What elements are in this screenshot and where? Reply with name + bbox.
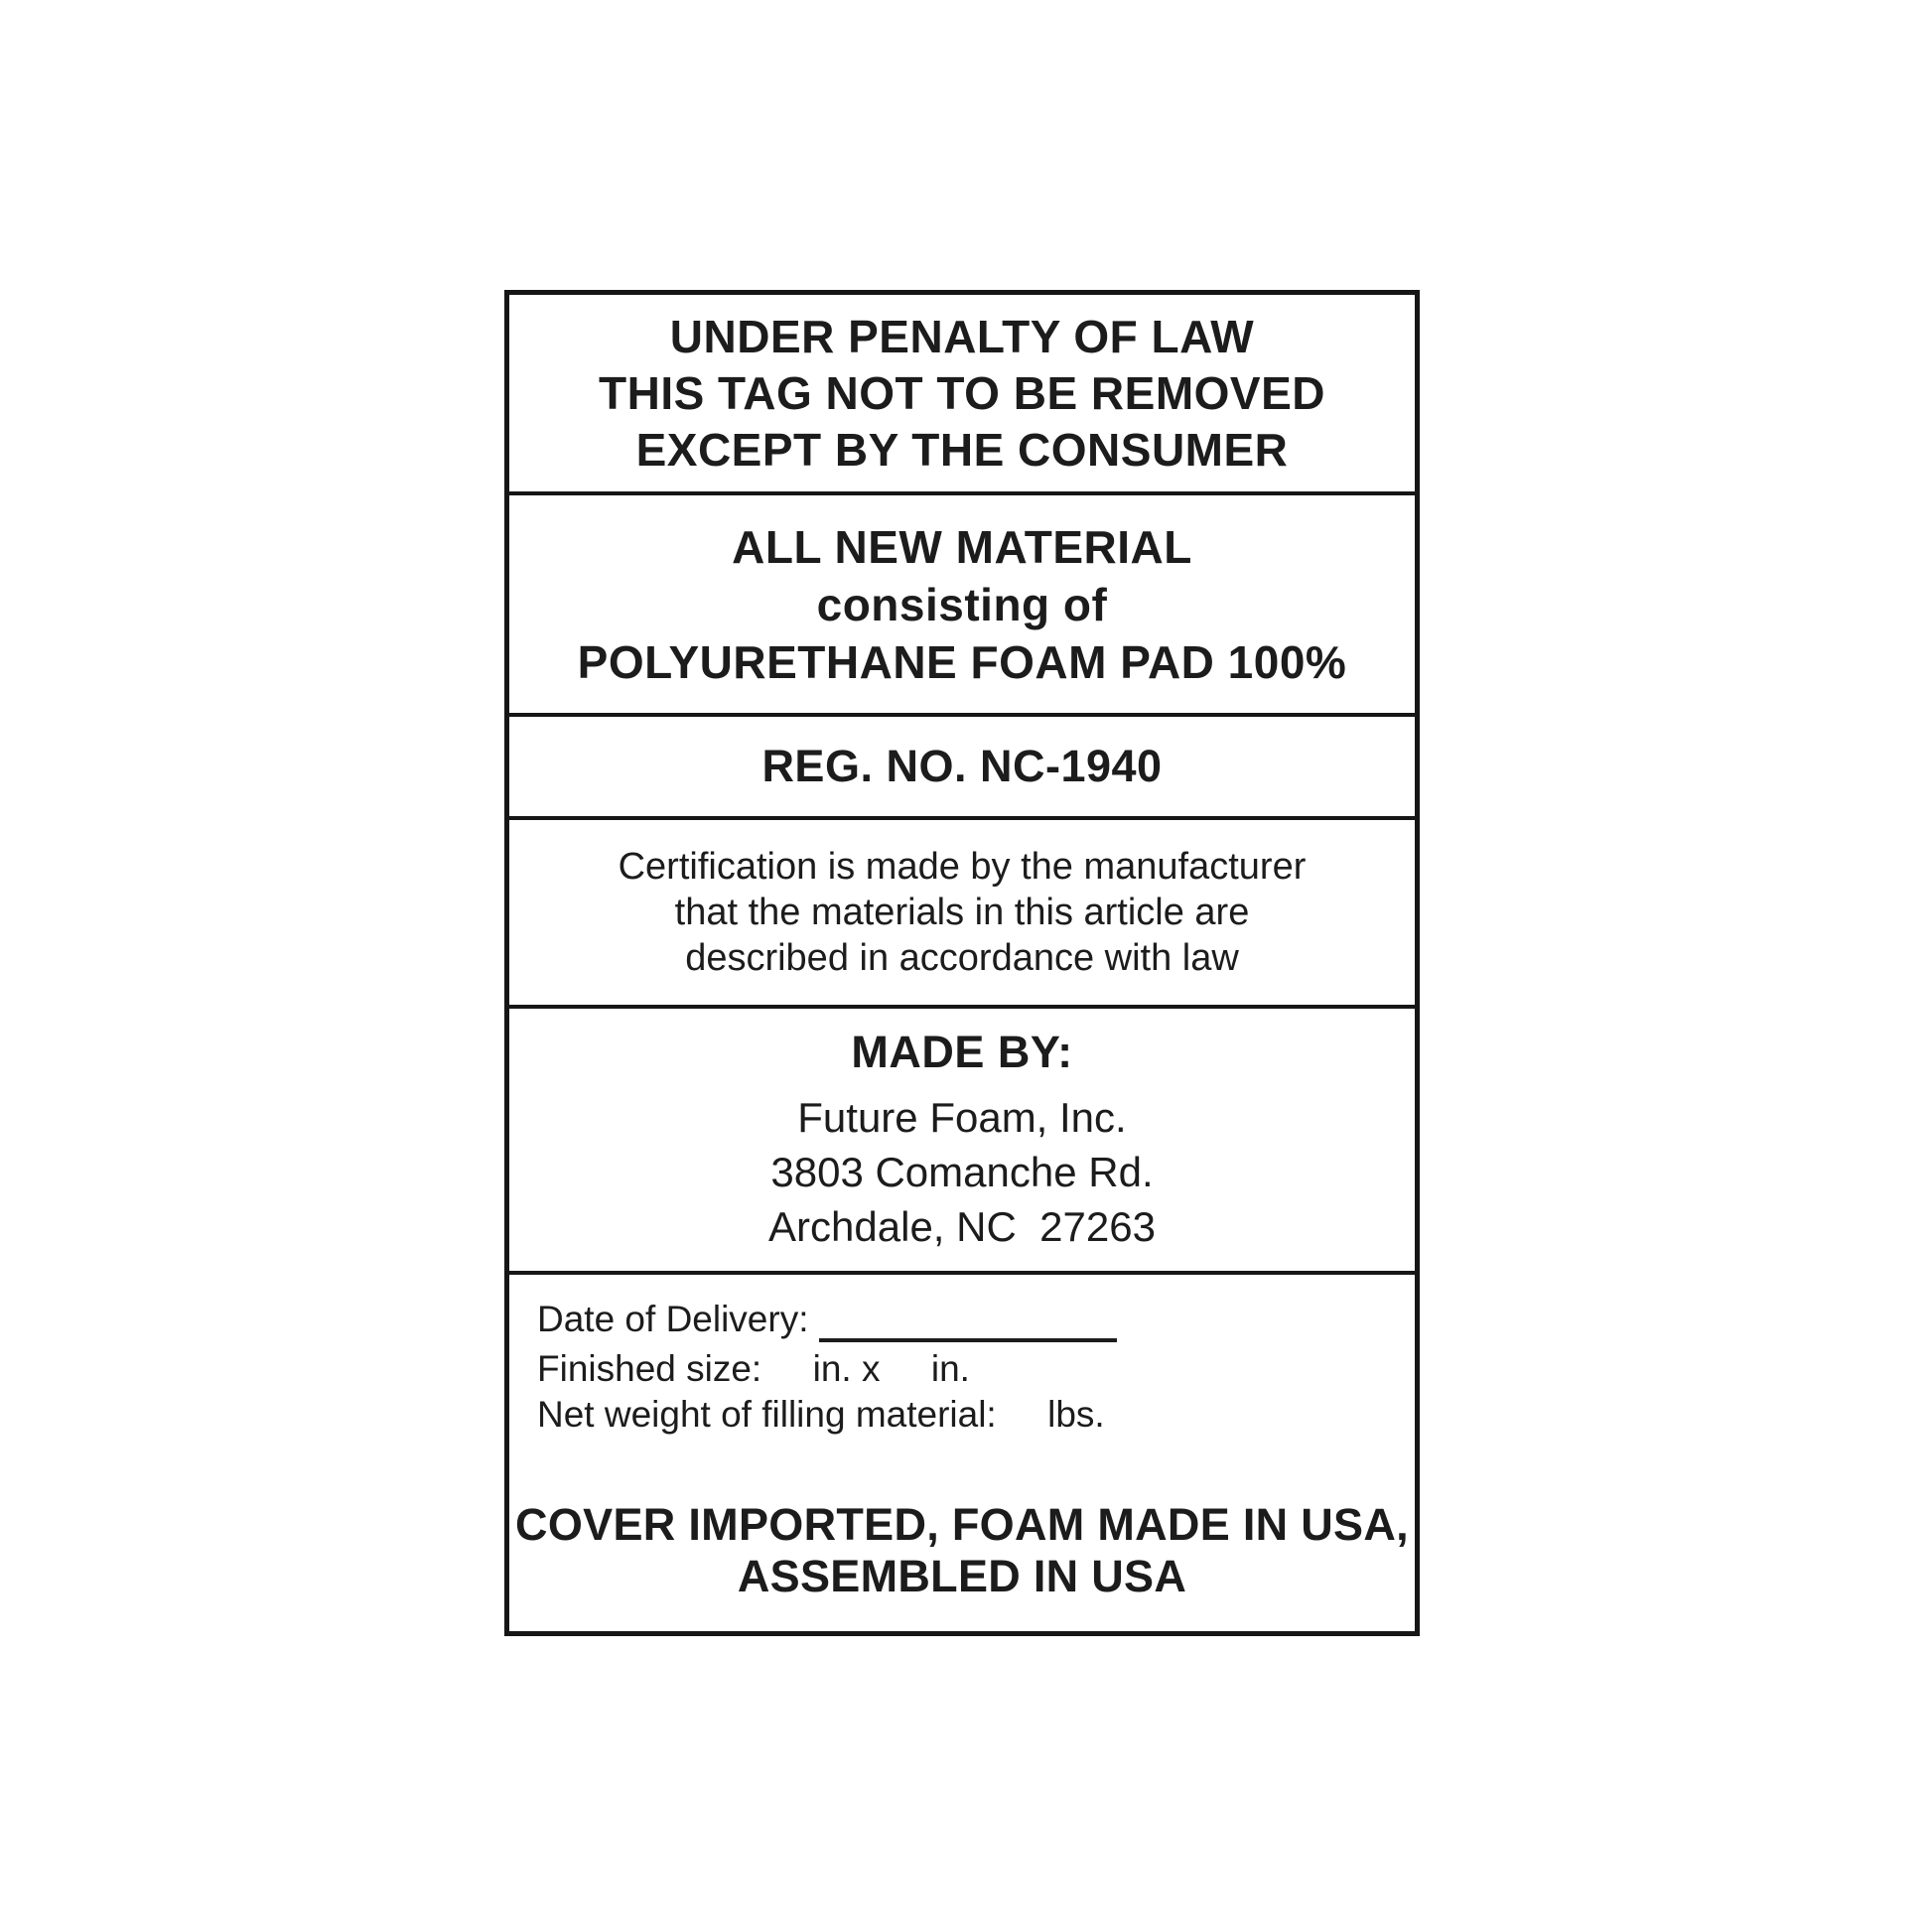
section-made-by: [509, 1005, 1415, 1271]
certification-line-1: Certification is made by the manufacturer: [618, 846, 1307, 888]
date-of-delivery-label: Date of Delivery:: [537, 1299, 819, 1339]
certification-line-3: described in accordance with law: [685, 937, 1239, 979]
section-certification-statement: [509, 816, 1415, 1005]
penalty-line-3: EXCEPT BY THE CONSUMER: [635, 423, 1289, 476]
material-line-3: POLYURETHANE FOAM PAD 100%: [577, 635, 1347, 688]
manufacturer-street: 3803 Comanche Rd.: [770, 1148, 1154, 1195]
material-line-2: consisting of: [816, 578, 1108, 630]
origin-statement: [509, 1499, 1415, 1602]
origin-line-1: COVER IMPORTED, FOAM MADE IN USA,: [515, 1499, 1409, 1550]
certification-line-2: that the materials in this article are: [674, 892, 1250, 933]
penalty-line-2: THIS TAG NOT TO BE REMOVED: [599, 366, 1325, 419]
net-weight-line: Net weight of filling material: lbs.: [537, 1394, 1105, 1435]
origin-line-2: ASSEMBLED IN USA: [737, 1551, 1187, 1601]
section-material-contents: [509, 491, 1415, 713]
registration-number: REG. NO. NC-1940: [761, 741, 1163, 791]
material-line-1: ALL NEW MATERIAL: [732, 520, 1192, 573]
section-penalty-notice: [509, 295, 1415, 491]
penalty-line-1: UNDER PENALTY OF LAW: [669, 310, 1255, 362]
date-of-delivery-blank: [819, 1293, 1117, 1342]
section-delivery-details: [509, 1271, 1415, 1631]
delivery-details-block: [509, 1275, 1415, 1438]
law-label: [504, 290, 1420, 1636]
made-by-heading: MADE BY:: [851, 1026, 1073, 1077]
date-of-delivery-line: [537, 1297, 1415, 1346]
section-registration-number: [509, 713, 1415, 816]
manufacturer-city-state-zip: Archdale, NC 27263: [768, 1202, 1156, 1250]
manufacturer-name: Future Foam, Inc.: [797, 1093, 1127, 1141]
finished-size-line: Finished size: in. x in.: [537, 1348, 970, 1389]
